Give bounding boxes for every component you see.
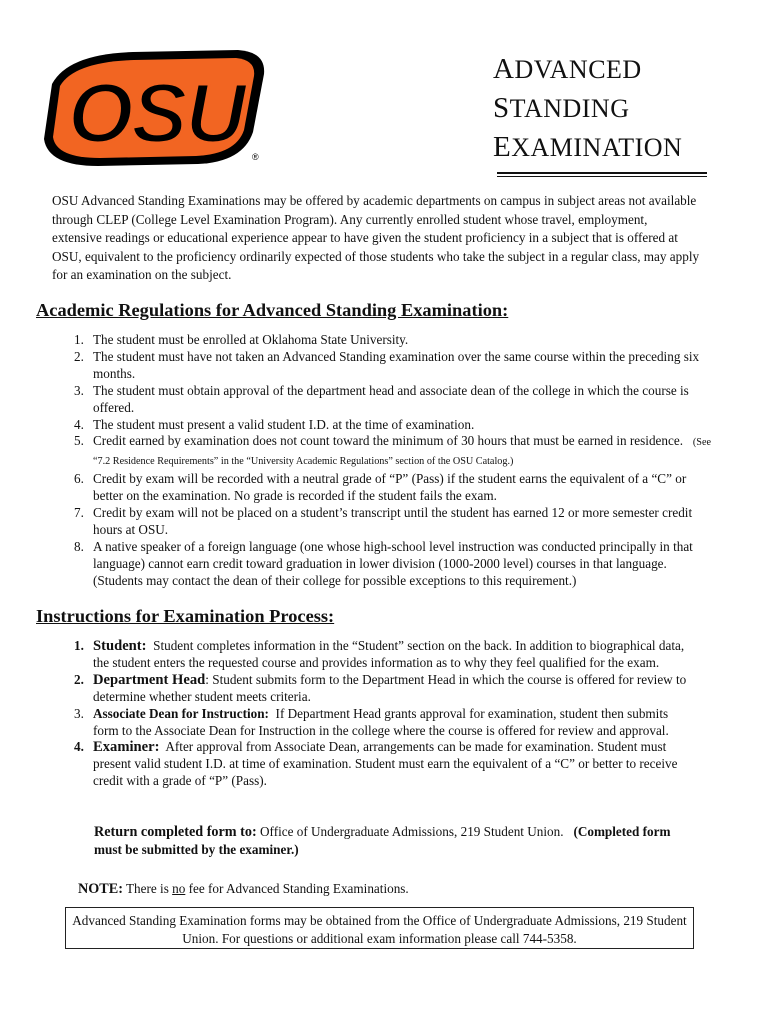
step-label: Associate Dean for Instruction: <box>93 705 269 721</box>
step-label: Examiner: <box>93 739 160 756</box>
list-item: 3. Associate Dean for Instruction: If Department Head grants approval for examination, student then submits form to the Associate Dean for Instruction in the college where the course is offered for review and approval. <box>74 705 669 738</box>
instructions-list <box>74 638 694 790</box>
title-line-1: ADVANCED <box>493 53 642 85</box>
list-item: 1. Student: Student completes information in the “Student” section on the back. In addition to biographical data, the student enters the requested course and provides information as to why they feel qualified for the exam. <box>74 638 685 670</box>
list-item: 5. Credit earned by examination does not count toward the minimum of 30 hours that must be earned in residence. (See “7.2 Residence Requirements” in the “University Academic Regulations” section of the OSU Catalog.) <box>74 433 711 468</box>
catalog-reference: (See “7.2 Residence Requirements” in the “University Academic Regulations” section of the OSU Catalog.) <box>93 437 711 468</box>
regulations-list <box>74 332 714 590</box>
contact-box: Advanced Standing Examination forms may be obtained from the Office of Undergraduate Admissions, 219 Student Union. For questions or additional exam information please call 744-5358. <box>65 907 694 949</box>
list-item: 8. A native speaker of a foreign language (one whose high-school level instruction was conducted principally in that language) cannot earn credit toward graduation in lower division (1000-2000 level) courses in that language. (Students may contact the dean of their college for possible exceptions to this requirement.) <box>74 538 693 588</box>
return-instructions <box>94 823 694 858</box>
list-item: 1. The student must be enrolled at Oklahoma State University. <box>74 332 409 347</box>
step-label: Student: <box>93 638 147 654</box>
logo-registered-mark: ® <box>252 152 259 162</box>
list-item: 7. Credit by exam will not be placed on a student’s transcript until the student has earned 12 or more semester credit hours at OSU. <box>74 505 693 537</box>
note-emphasis: no <box>172 881 186 896</box>
osu-logo <box>38 44 270 172</box>
step-label: Department Head <box>93 671 206 688</box>
page-title <box>493 50 682 167</box>
list-item: 4. Examiner: After approval from Associate Dean, arrangements can be made for examination. Student must present valid student I.D. at time of examination. Student must earn the equivalent of a “C” or better to receive credit with a grade of “P” (Pass). <box>74 739 678 789</box>
instructions-heading: Instructions for Examination Process: <box>36 606 335 626</box>
note-label: NOTE: <box>78 881 123 897</box>
title-line-2: STANDING <box>493 92 630 124</box>
fee-note: NOTE: There is no fee for Advanced Standing Examinations. <box>78 881 409 897</box>
return-note: (Completed form must be submitted by the examiner.) <box>94 824 671 857</box>
list-item: 4. The student must present a valid student I.D. at the time of examination. <box>74 416 475 432</box>
list-item: 2. Department Head: Student submits form to the Department Head in which the course is offered for review to determine whether student meets criteria. <box>74 671 687 704</box>
logo-letters: OSU <box>67 66 245 160</box>
return-address: Office of Undergraduate Admissions, 219 Student Union. <box>260 824 564 839</box>
title-line-3: EXAMINATION <box>493 131 683 163</box>
list-item: 6. Credit by exam will be recorded with a neutral grade of “P” (Pass) if the student earns the equivalent of a “C” or better on the examination. No grade is recorded if the student fails the exam. <box>74 471 687 504</box>
list-item: 2. The student must have not taken an Advanced Standing examination over the same course within the preceding six months. <box>74 348 700 381</box>
list-item: 3. The student must obtain approval of the department head and associate dean of the college in which the course is offered. <box>74 382 689 415</box>
title-rule-thick <box>497 172 707 174</box>
return-label: Return completed form to: <box>94 824 257 840</box>
regulations-heading: Academic Regulations for Advanced Standing Examination: <box>36 300 509 320</box>
intro-paragraph: OSU Advanced Standing Examinations may be offered by academic departments on campus in subject areas not available through CLEP (College Level Examination Program). Any currently enrolled student whose travel, employment, extensive readings or educational experience appear to have given the student proficiency in a subject that is offered at OSU, equivalent to the proficiency ordinarily expected of those students who take the subject in a regular class, may apply for an examination on the subject. <box>52 193 700 283</box>
title-rule-thin <box>497 176 707 177</box>
